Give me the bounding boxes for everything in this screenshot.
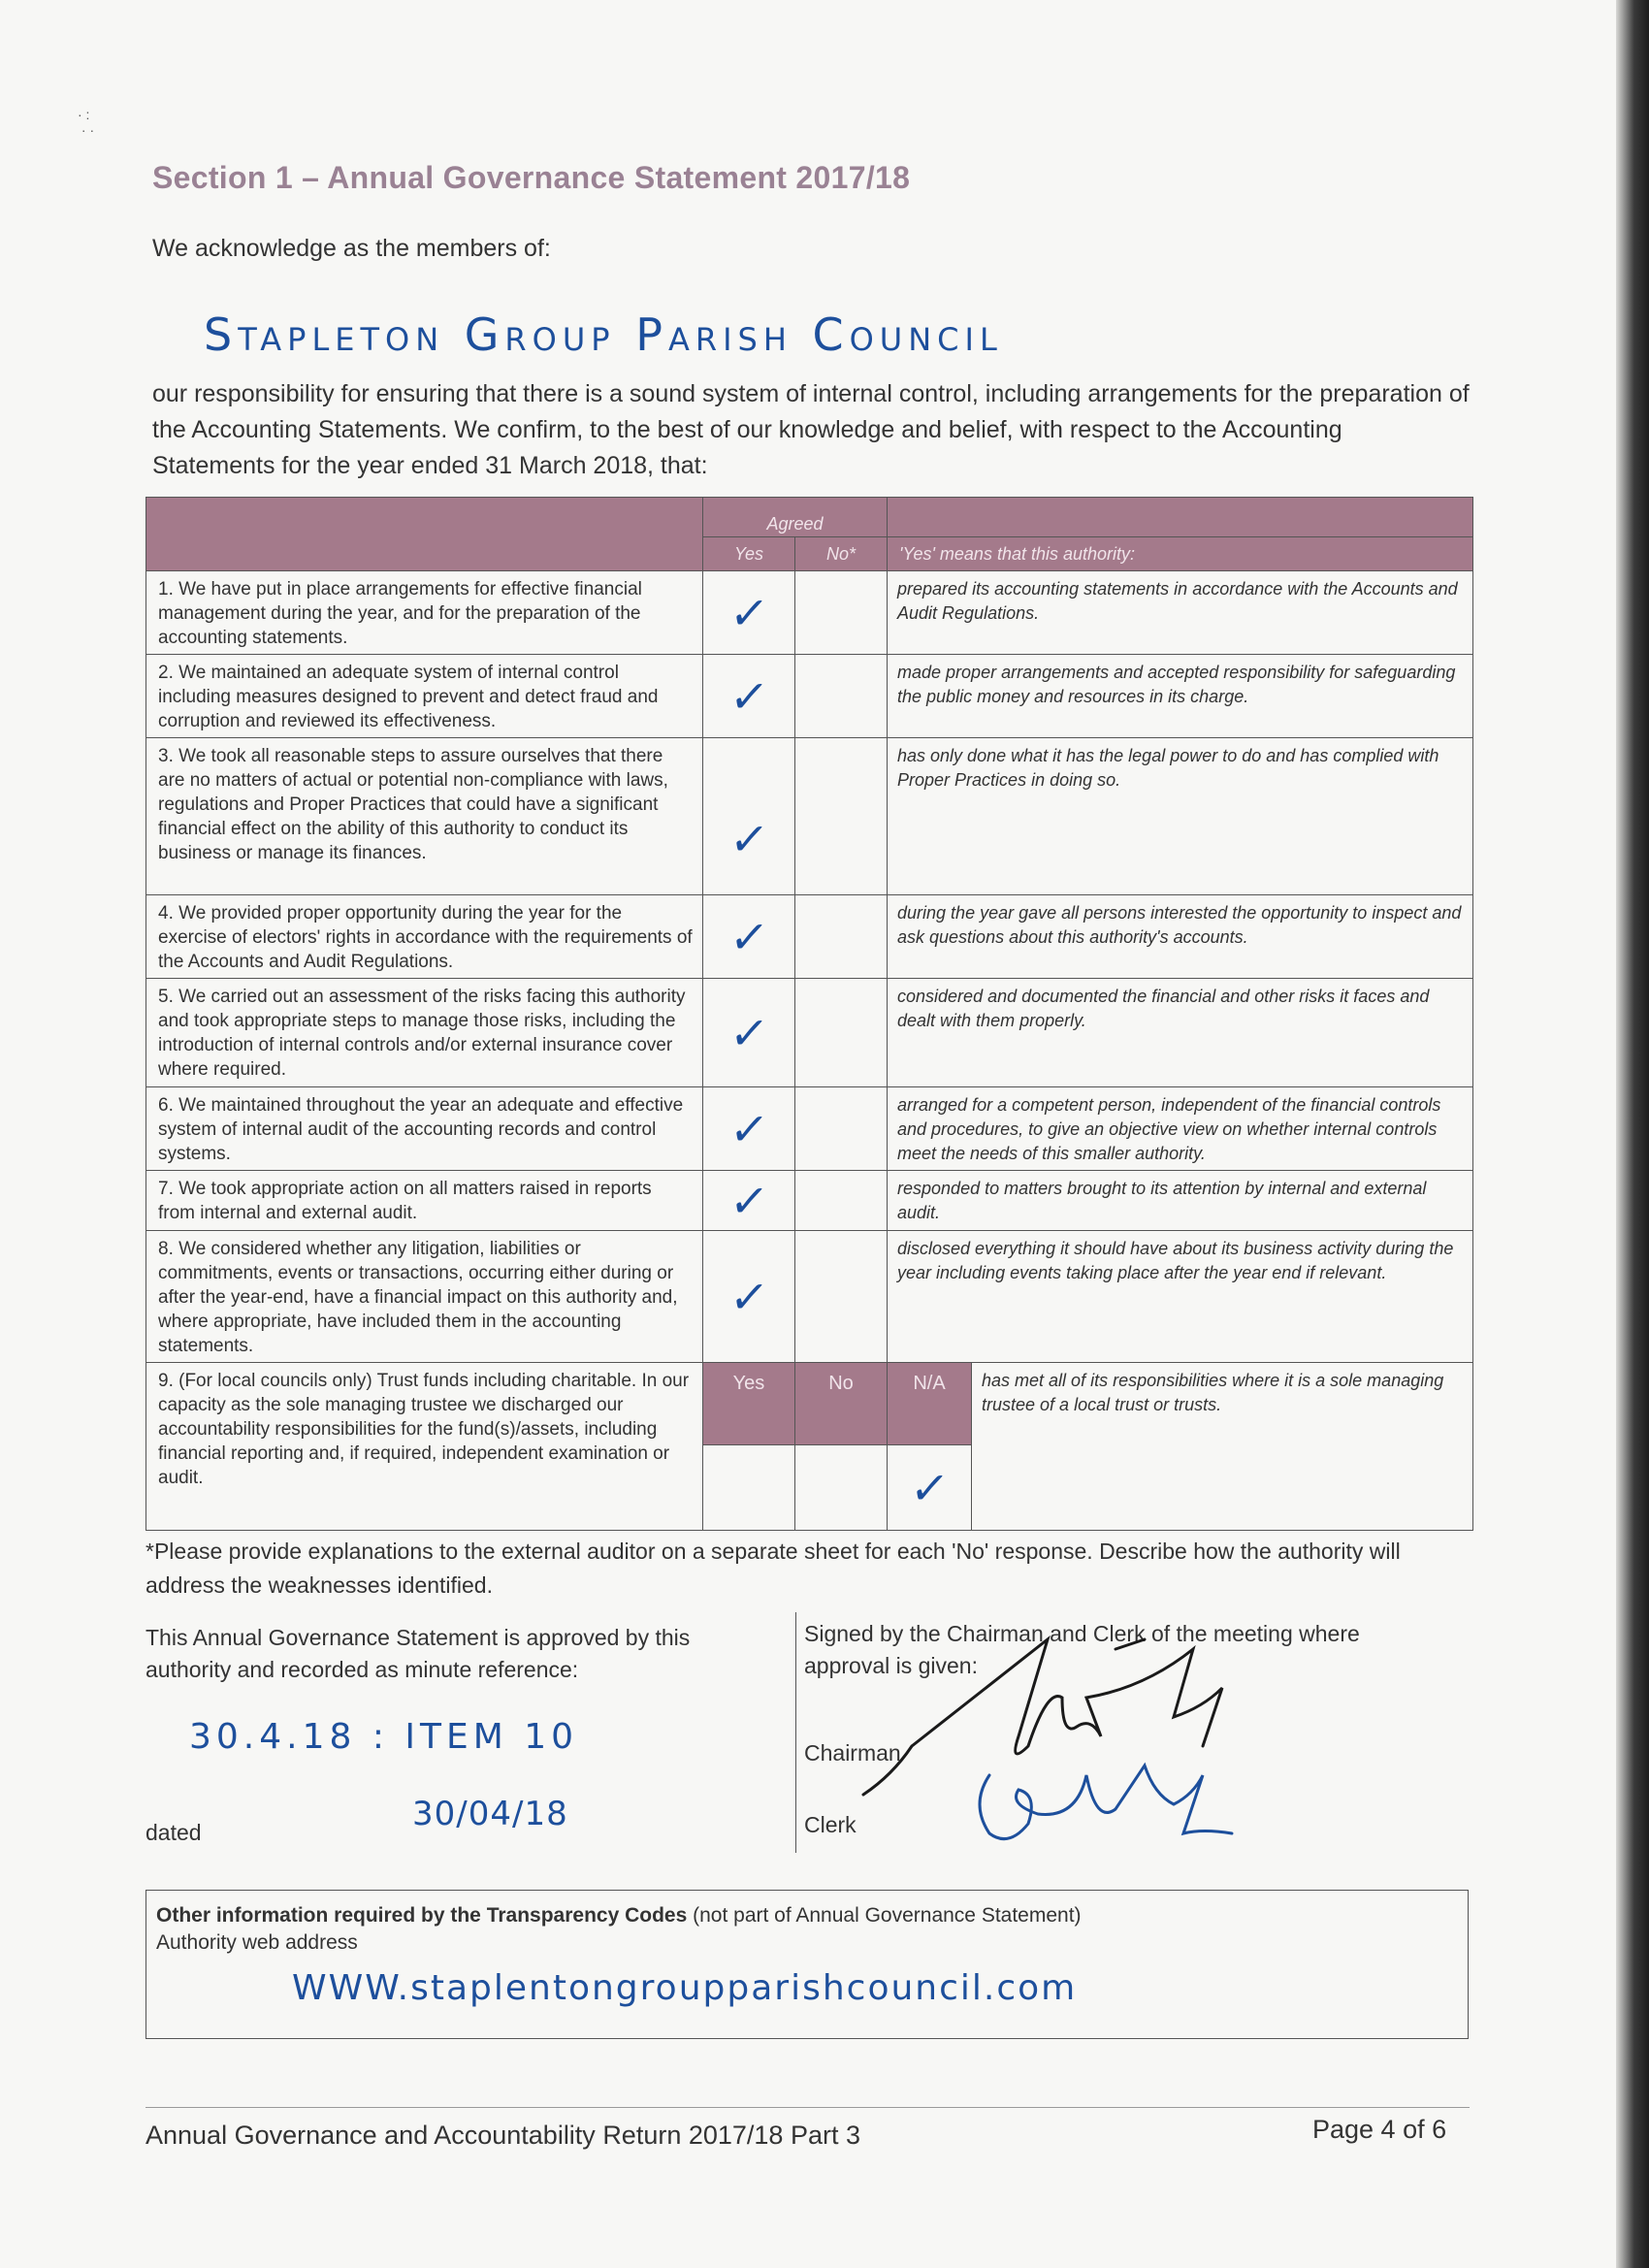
header-means: 'Yes' means that this authority: bbox=[888, 537, 1473, 571]
no-cell bbox=[795, 571, 888, 655]
row9-na-cell bbox=[888, 1445, 972, 1531]
row9-yes-cell bbox=[703, 1445, 795, 1531]
footer-divider bbox=[146, 2107, 1470, 2108]
header-no: No* bbox=[795, 537, 888, 571]
no-cell bbox=[795, 655, 888, 738]
yes-cell bbox=[703, 1231, 795, 1363]
statement-cell: 2. We maintained an adequate system of internal control including measures designed to prevent and detect fraud and corruption and reviewed its effectiveness. bbox=[146, 655, 703, 738]
no-cell bbox=[795, 1171, 888, 1231]
table-header-row-1 bbox=[146, 498, 1473, 537]
yes-cell bbox=[703, 895, 795, 979]
dated-value-handwritten: 30/04/18 bbox=[412, 1795, 568, 1833]
means-cell: disclosed everything it should have about its business activity during the year including events taking place after the year end if relevant. bbox=[888, 1231, 1473, 1363]
chairman-signature bbox=[863, 1639, 1222, 1795]
header-agreed: Agreed bbox=[703, 498, 888, 537]
means-cell: during the year gave all persons interested the opportunity to inspect and ask questions about this authority's accounts. bbox=[888, 895, 1473, 979]
statement-cell: 5. We carried out an assessment of the risks facing this authority and took appropriate steps to manage those risks, including the introduction of internal controls and/or external insurance cover where required. bbox=[146, 979, 703, 1087]
table-row-9-top bbox=[146, 1363, 1473, 1445]
means-cell: prepared its accounting statements in accordance with the Accounts and Audit Regulations. bbox=[888, 571, 1473, 655]
row9-yes-header: Yes bbox=[703, 1363, 795, 1445]
header-blank-right bbox=[888, 498, 1473, 537]
yes-cell bbox=[703, 1087, 795, 1171]
council-name-text: Stapleton Group Parish Council bbox=[204, 308, 1003, 361]
tick-icon: ✓ bbox=[726, 813, 772, 865]
no-cell bbox=[795, 738, 888, 895]
header-blank-cell bbox=[146, 498, 703, 571]
scan-specks: · : · · bbox=[78, 107, 95, 138]
scan-edge bbox=[1616, 0, 1649, 2268]
tick-icon: ✓ bbox=[726, 669, 772, 723]
tick-icon: ✓ bbox=[726, 1270, 772, 1323]
tick-icon: ✓ bbox=[726, 1174, 772, 1227]
row9-no-header: No bbox=[795, 1363, 888, 1445]
page-number: Page 4 of 6 bbox=[1312, 2115, 1447, 2144]
yes-cell bbox=[703, 655, 795, 738]
yes-cell bbox=[703, 979, 795, 1087]
approved-text: This Annual Governance Statement is approved by this authority and recorded as minute reference: bbox=[146, 1625, 691, 1682]
table-row bbox=[146, 738, 1473, 895]
web-address-handwritten: WWW.staplentongroupparishcouncil.com bbox=[292, 1968, 1078, 2008]
row9-no-cell bbox=[795, 1445, 888, 1531]
web-address-label: Authority web address bbox=[156, 1931, 358, 1954]
footnote: *Please provide explanations to the external auditor on a separate sheet for each 'No' response. Describe how the authority will address the weaknesses identified. bbox=[146, 1539, 1401, 1598]
statement-cell: 8. We considered whether any litigation, liabilities or commitments, events or transactions, occurring either during or after the year-end, have a financial impact on this authority and, where appropriate, have included them in the accounting statements. bbox=[146, 1231, 703, 1363]
means-cell: considered and documented the financial and other risks it faces and dealt with them properly. bbox=[888, 979, 1473, 1087]
table-row bbox=[146, 571, 1473, 655]
means-cell: made proper arrangements and accepted responsibility for safeguarding the public money and resources in its charge. bbox=[888, 655, 1473, 738]
tick-icon: ✓ bbox=[726, 586, 772, 639]
means-cell: has met all of its responsibilities where it is a sole managing trustee of a local trust or trusts. bbox=[972, 1363, 1473, 1531]
tick-icon: ✓ bbox=[726, 910, 772, 963]
statement-cell: 7. We took appropriate action on all matters raised in reports from internal and external audit. bbox=[146, 1171, 703, 1231]
council-name-handwritten bbox=[204, 308, 1003, 361]
header-yes: Yes bbox=[703, 537, 795, 571]
tick-icon: ✓ bbox=[726, 1102, 772, 1155]
table-row bbox=[146, 1171, 1473, 1231]
no-cell bbox=[795, 1231, 888, 1363]
chairman-label: Chairman bbox=[804, 1740, 901, 1766]
section-title: Section 1 – Annual Governance Statement 2017/18 bbox=[152, 160, 911, 195]
statement-cell: 9. (For local councils only) Trust funds including charitable. In our capacity as the sole managing trustee we discharged our accountability responsibilities for the fund(s)/assets, including financial reporting and, if required, independent examination or audit. bbox=[146, 1363, 703, 1531]
yes-cell bbox=[703, 1171, 795, 1231]
no-cell bbox=[795, 979, 888, 1087]
transparency-box bbox=[146, 1890, 1469, 2039]
transparency-title-bold: Other information required by the Transparency Codes bbox=[156, 1904, 688, 1927]
footer-title: Annual Governance and Accountability Return 2017/18 Part 3 bbox=[146, 2121, 860, 2150]
table-row bbox=[146, 655, 1473, 738]
dated-label: dated bbox=[146, 1820, 202, 1845]
statement-cell: 1. We have put in place arrangements for effective financial management during the year, and for the preparation of the accounting statements. bbox=[146, 571, 703, 655]
table-row bbox=[146, 1087, 1473, 1171]
transparency-title bbox=[156, 1904, 1082, 1928]
means-cell: has only done what it has the legal power to do and has complied with Proper Practices in doing so. bbox=[888, 738, 1473, 895]
tick-icon: ✓ bbox=[906, 1461, 953, 1514]
intro-paragraph: our responsibility for ensuring that there is a sound system of internal control, including arrangements for the preparation of the Accounting Statements. We confirm, to the best of our knowledge and belief, with respect to the Accounting Statements for the year ended 31 March 2018, that: bbox=[152, 380, 1470, 479]
governance-table bbox=[146, 497, 1473, 1531]
clerk-label: Clerk bbox=[804, 1812, 857, 1837]
signatures-icon bbox=[854, 1630, 1300, 1863]
acknowledge-text: We acknowledge as the members of: bbox=[152, 235, 551, 262]
means-cell: arranged for a competent person, independent of the financial controls and procedures, to give an objective view on whether internal controls meet the needs of this smaller authority. bbox=[888, 1087, 1473, 1171]
yes-cell bbox=[703, 571, 795, 655]
transparency-title-rest: (not part of Annual Governance Statement) bbox=[687, 1904, 1082, 1927]
tick-icon: ✓ bbox=[726, 1006, 772, 1059]
statement-cell: 3. We took all reasonable steps to assure ourselves that there are no matters of actual or potential non-compliance with laws, regulations and Proper Practices that could have a significant financial effect on the ability of this authority to conduct its business or manage its finances. bbox=[146, 738, 703, 895]
table-row bbox=[146, 979, 1473, 1087]
minute-reference-handwritten: 30.4.18 : ITEM 10 bbox=[189, 1717, 579, 1757]
yes-cell bbox=[703, 738, 795, 895]
means-cell: responded to matters brought to its attention by internal and external audit. bbox=[888, 1171, 1473, 1231]
statement-cell: 4. We provided proper opportunity during the year for the exercise of electors' rights in accordance with the requirements of the Accounts and Audit Regulations. bbox=[146, 895, 703, 979]
signed-text: Signed by the Chairman and Clerk of the meeting where approval is given: bbox=[804, 1621, 1360, 1678]
row9-na-header: N/A bbox=[888, 1363, 972, 1445]
clerk-signature bbox=[980, 1766, 1232, 1839]
no-cell bbox=[795, 1087, 888, 1171]
statement-cell: 6. We maintained throughout the year an adequate and effective system of internal audit of the accounting records and control systems. bbox=[146, 1087, 703, 1171]
no-cell bbox=[795, 895, 888, 979]
table-row bbox=[146, 1231, 1473, 1363]
table-row bbox=[146, 895, 1473, 979]
